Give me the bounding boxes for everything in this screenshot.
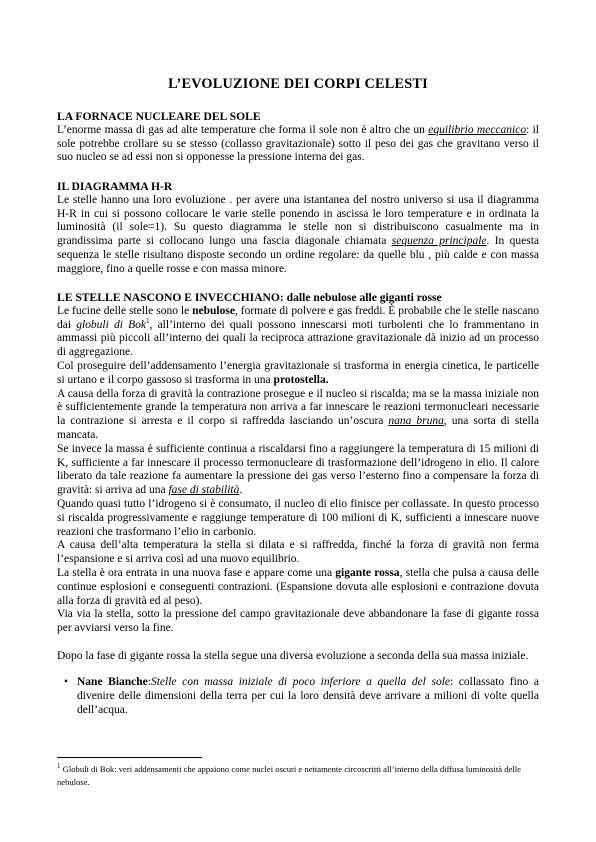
emphasis-term: nana bruna [388, 415, 444, 428]
section-heading: LE STELLE NASCONO E INVECCHIANO: dalle nebulose alle giganti rosse [57, 291, 442, 304]
paragraph: Le stelle hanno una loro evoluzione . per avere una istantanea del nostro universo si usa il diagramma H-R in cui si possono collocare le varie stelle ponendo in ascissa le loro temperature e in ordinata la luminosità (il sole=1). Su questo diagramma le stelle non si distribuiscono casualmente ma in grandissima parte si collocano lungo una fascia diagonale chiamata sequenza principale. In questa sequenza le stelle risultano disposte secondo un ordine regolare: da quelle blu , più calde e con massa maggiore, fino a quelle rosse e con massa minore. [57, 193, 539, 275]
list-item [57, 676, 539, 717]
paragraph: Le fucine delle stelle sono le nebulose, formate di polvere e gas freddi. È probabile che le stelle nascano dai globuli di Bok$^1$, all’interno dei quali possono innescarsi moti turbolenti che lo frammentano in ammassi più piccoli all’interno dei quali la reciproca attrazione gravitazionale dà inizio ad un processo di aggregazione. [57, 304, 539, 359]
page-title: L’EVOLUZIONE DEI CORPI CELESTI [168, 76, 428, 92]
footnote: $^1$ Globuli di Bok: veri addensamenti che appaiono come nuclei oscuri e nettamente circoscritti all’interno della diffusa luminosità delle nebulose. [57, 762, 521, 787]
paragraph: Dopo la fase di gigante rossa la stella segue una diversa evoluzione a seconda della sua massa iniziale. [57, 649, 529, 662]
emphasis-term: sequenza principale [391, 235, 487, 248]
section-fornace [57, 110, 539, 165]
emphasis-term: equilibrio meccanico [428, 123, 527, 136]
footnote-divider [57, 757, 202, 758]
paragraph: Col proseguire dell’addensamento l’energia gravitazionale si trasforma in energia cinetica, le particelle si urtano e il corpo gassoso si trasforma in una protostella. [57, 359, 539, 386]
section-heading: IL DIAGRAMMA H-R [57, 180, 173, 193]
paragraph: L’enorme massa di gas ad alte temperature che forma il sole non è altro che un equilibrio meccanico: il sole potrebbe crollare su se stesso (collasso gravitazionale) sotto il peso dei gas che gravitano verso il suo nucleo se ad essi non si opponesse la pressione interna dei gas. [57, 123, 539, 164]
paragraph: Via via la stella, sotto la pressione del campo gravitazionale deve abbandonare la fase di gigante rossa per avviarsi verso la fine. [57, 608, 539, 635]
list-item-text: Nane Bianche:Stelle con massa iniziale di poco inferiore a quella del sole: collassato fino a divenire delle dimensioni della terra per cui la loro densità deve arrivare a milioni di volte quella dell’acqua. [77, 676, 539, 716]
paragraph: Quando quasi tutto l’idrogeno si è consumato, il nucleo di elio finisce per collassate. In questo processo si riscalda progressivamente e raggiunge temperature di 100 milioni di K, sufficienti a innescare nuove reazioni che trasformano l’elio in carbonio. [57, 497, 539, 538]
emphasis-term: fase di stabilità [168, 484, 240, 497]
footnote-ref[interactable]: 1 [146, 316, 150, 325]
paragraph: A causa dell’alta temperatura la stella si dilata e si raffredda, finché la forza di gravità non ferma l’espansione e si arriva così ad una nuovo equilibrio. [57, 539, 539, 566]
section-stelle [57, 291, 539, 664]
paragraph: La stella è ora entrata in una nuova fase e appare come una gigante rossa, stella che pulsa a causa delle continue esplosioni e conseguenti contrazioni. (Espansione dovuta alle esplosioni e contrazione dovuta alla forza di gravità ed al peso). [57, 566, 540, 607]
paragraph: Se invece la massa è sufficiente continua a riscaldarsi fino a raggiungere la temperatura di 15 milioni di K, sufficiente a far innescare il processo termonucleare di trasformazione dell’idrogeno in elio. Il calore liberato da tale reazione fa aumentare la pressione dei gas verso l’esterno fino a compensare la forza di gravità: si arriva ad una fase di stabilità. [57, 442, 539, 497]
paragraph: A causa della forza di gravità la contrazione prosegue e il nucleo si riscalda; ma se la massa iniziale non è sufficientemente grande la temperatura non arriva a far innescare le reazioni termonucleari necessarie la contrazione si arresta e il corpo si raffredda lasciando un’oscura nana bruna, una sorta di stella mancata. [57, 387, 539, 441]
section-diagramma [57, 180, 539, 277]
section-heading: LA FORNACE NUCLEARE DEL SOLE [57, 110, 261, 123]
bullet-icon: • [64, 676, 69, 688]
